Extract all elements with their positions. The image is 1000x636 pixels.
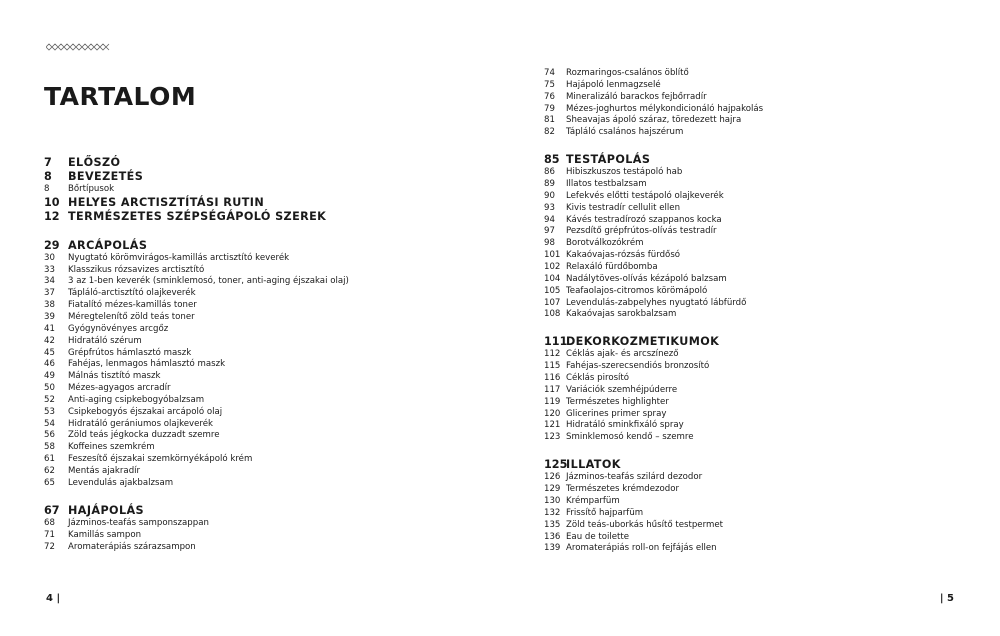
toc-page-number: 94	[544, 214, 555, 225]
toc-title: Aromaterápiás szárazsampon	[68, 541, 196, 552]
toc-title: Hidratáló sminkfixáló spray	[566, 420, 684, 431]
toc-page-number: 93	[544, 202, 555, 213]
toc-entry	[44, 312, 349, 324]
toc-entry	[544, 385, 763, 397]
toc-title: Pezsdítő grépfrútos-olívás testradír	[566, 226, 717, 237]
toc-page-number: 120	[544, 408, 561, 419]
toc-entry	[44, 288, 349, 300]
toc-title: Kakaóvajas sarokbalzsam	[566, 309, 677, 320]
toc-page-number: 41	[44, 323, 55, 334]
toc-title: HAJÁPOLÁS	[68, 503, 144, 517]
toc-title: ILLATOK	[566, 458, 621, 472]
toc-page-number: 53	[44, 406, 55, 417]
toc-entry	[44, 348, 349, 360]
toc-title: TERMÉSZETES SZÉPSÉGÁPOLÓ SZEREK	[68, 210, 327, 224]
toc-entry	[544, 543, 763, 555]
zigzag-ornament	[46, 43, 110, 51]
toc-entry	[44, 324, 349, 336]
toc-title: Málnás tisztító maszk	[68, 371, 161, 382]
toc-entry	[44, 336, 349, 348]
toc-page-number: 68	[44, 517, 55, 528]
toc-page-number: 8	[44, 170, 52, 184]
toc-title: Fahéjas-szerecsendiós bronzosító	[566, 361, 710, 372]
toc-entry	[544, 484, 763, 496]
toc-page-number: 119	[544, 396, 561, 407]
toc-entry	[44, 530, 349, 542]
toc-entry	[544, 68, 763, 80]
toc-title: DEKORKOZMETIKUMOK	[566, 335, 720, 349]
toc-entry	[544, 262, 763, 274]
toc-title: Rozmaringos-csalános öblítő	[566, 68, 689, 78]
toc-page-number: 30	[44, 252, 55, 263]
toc-entry	[544, 397, 763, 409]
toc-page-number: 8	[44, 184, 50, 195]
toc-page-number: 29	[44, 238, 60, 252]
toc-page-number: 75	[544, 79, 555, 90]
toc-page-number: 107	[544, 297, 561, 308]
toc-title: Hibiszkuszos testápoló hab	[566, 167, 683, 178]
toc-title: Mineralizáló barackos fejbőrradír	[566, 91, 707, 102]
toc-title: TESTÁPOLÁS	[566, 153, 651, 167]
toc-entry	[544, 349, 763, 361]
page-number: | 5	[939, 593, 954, 604]
toc-title: Kávés testradírozó szappanos kocka	[566, 214, 722, 225]
toc-title: Céklás ajak- és arcszínező	[566, 349, 679, 360]
toc-title: Glicerines primer spray	[566, 408, 667, 419]
toc-entry	[544, 472, 763, 484]
toc-entry	[44, 419, 349, 431]
toc-title: Mentás ajakradír	[68, 465, 141, 476]
toc-page-number: 112	[544, 349, 561, 360]
toc-page-number: 85	[544, 153, 560, 167]
toc-title: Jázminos-teafás szilárd dezodor	[566, 472, 703, 483]
toc-page-number: 125	[544, 458, 568, 472]
toc-entry	[44, 184, 349, 196]
toc-entry	[544, 520, 763, 532]
toc-page-number: 7	[44, 156, 52, 169]
toc-title: Céklás pirosító	[566, 373, 630, 384]
toc-page-number: 115	[544, 361, 561, 372]
toc-title: Mézes-joghurtos mélykondicionáló hajpakolás	[566, 103, 764, 114]
toc-page-number: 45	[44, 347, 55, 358]
toc-entry	[544, 286, 763, 298]
toc-entry	[544, 250, 763, 262]
toc-page-number: 117	[544, 384, 561, 395]
toc-entry	[44, 442, 349, 454]
toc-page-number: 98	[544, 238, 555, 249]
toc-entry	[544, 309, 763, 321]
toc-title: ELŐSZÓ	[68, 156, 121, 169]
toc-title: Mézes-agyagos arcradír	[68, 383, 171, 394]
toc-page-number: 39	[44, 312, 55, 322]
toc-page-number: 81	[544, 115, 555, 126]
toc-section-heading	[44, 156, 349, 170]
toc-title: Bőrtípusok	[68, 184, 115, 195]
toc-entry	[44, 454, 349, 466]
toc-entry	[544, 115, 763, 127]
toc-section-heading	[544, 458, 763, 472]
toc-title: 3 az 1-ben keverék (sminklemosó, toner, anti-aging éjszakai olaj)	[68, 276, 349, 287]
toc-title: Gyógynövényes arcgőz	[68, 323, 169, 334]
toc-title: Hajápoló lenmagzselé	[566, 79, 661, 90]
toc-page-number: 67	[44, 503, 60, 517]
toc-title: BEVEZETÉS	[68, 170, 144, 184]
toc-page-number: 10	[44, 196, 60, 210]
toc-title: Eau de toilette	[566, 531, 630, 542]
toc-title: Klasszikus rózsavizes arctisztító	[68, 264, 205, 275]
toc-page-number: 123	[544, 432, 561, 443]
toc-page-number: 42	[44, 335, 55, 346]
toc-page-number: 89	[544, 179, 555, 190]
toc-page-number: 102	[544, 262, 561, 272]
toc-page-number: 121	[544, 420, 561, 431]
toc-page-number: 33	[44, 264, 55, 275]
toc-page-number: 82	[544, 127, 555, 138]
toc-entry	[44, 518, 349, 530]
toc-title: Zöld teás jégkocka duzzadt szemre	[68, 430, 220, 441]
toc-entry	[544, 496, 763, 508]
toc-title: Koffeines szemkrém	[68, 442, 155, 453]
toc-list-right	[544, 68, 763, 555]
toc-entry	[544, 238, 763, 250]
toc-title: Teafaolajos-citromos körömápoló	[566, 285, 708, 296]
toc-page-number: 65	[44, 477, 55, 488]
toc-page-number: 54	[44, 418, 55, 429]
toc-entry	[44, 253, 349, 265]
toc-entry	[544, 215, 763, 227]
toc-page-number: 38	[44, 300, 55, 311]
toc-entry	[44, 300, 349, 312]
right-page	[500, 0, 1000, 636]
toc-title: Levendulás ajakbalzsam	[68, 477, 174, 488]
toc-title: Illatos testbalzsam	[566, 179, 647, 190]
toc-page-number: 86	[544, 167, 555, 178]
toc-title: Variációk szemhéjpúderre	[566, 384, 678, 395]
toc-page-number: 132	[544, 507, 561, 518]
toc-entry	[544, 420, 763, 432]
toc-entry	[44, 265, 349, 277]
toc-title: Hidratáló gerániumos olajkeverék	[68, 418, 214, 429]
toc-entry	[44, 383, 349, 395]
toc-entry	[544, 532, 763, 544]
toc-page-number: 52	[44, 394, 55, 405]
toc-title: Fahéjas, lenmagos hámlasztó maszk	[68, 359, 226, 370]
toc-title: Borotválkozókrém	[566, 238, 644, 249]
toc-title: Kakaóvajas-rózsás fürdősó	[566, 250, 681, 261]
toc-entry	[44, 430, 349, 442]
toc-section-heading	[544, 153, 763, 167]
toc-page-number: 97	[544, 226, 555, 237]
toc-page-number: 61	[44, 454, 55, 465]
toc-page-number: 129	[544, 484, 561, 495]
toc-page-number: 108	[544, 309, 561, 320]
toc-title: Frissítő hajparfüm	[566, 507, 644, 518]
toc-title: Feszesítő éjszakai szemkörnyékápoló krém	[68, 454, 253, 465]
toc-page-number: 111	[544, 335, 568, 349]
toc-title: Tápláló csalános hajszérum	[566, 127, 684, 138]
toc-page-number: 126	[544, 472, 561, 483]
toc-page-number: 116	[544, 373, 561, 384]
toc-page-number: 130	[544, 496, 561, 507]
toc-page-number: 139	[544, 543, 561, 554]
toc-entry	[44, 478, 349, 490]
toc-entry	[544, 104, 763, 116]
toc-page-number: 56	[44, 430, 55, 441]
toc-title: Sheavajas ápoló száraz, töredezett hajra	[566, 115, 742, 126]
toc-page-number: 62	[44, 465, 55, 476]
toc-page-number: 37	[44, 288, 55, 299]
toc-title: Relaxáló fürdőbomba	[566, 262, 658, 272]
toc-title: Természetes krémdezodor	[566, 484, 679, 495]
toc-title: Tápláló-arctisztító olajkeverék	[68, 288, 196, 299]
toc-page-number: 12	[44, 210, 60, 224]
toc-page-number: 34	[44, 276, 55, 287]
toc-section-heading	[44, 170, 349, 184]
toc-title: Aromaterápiás roll-on fejfájás ellen	[566, 543, 717, 554]
toc-title: Nyugtató körömvirágos-kamillás arctisztító keverék	[68, 252, 290, 263]
toc-entry	[44, 466, 349, 478]
toc-title: Hidratáló szérum	[68, 335, 142, 346]
toc-title: Méregtelenítő zöld teás toner	[68, 312, 195, 322]
toc-entry	[44, 542, 349, 554]
toc-section-heading	[44, 239, 349, 253]
toc-entry	[544, 80, 763, 92]
toc-entry	[544, 274, 763, 286]
toc-entry	[544, 409, 763, 421]
toc-entry	[544, 179, 763, 191]
toc-entry	[44, 407, 349, 419]
toc-entry	[544, 226, 763, 238]
toc-entry	[544, 361, 763, 373]
toc-title: Grépfrútos hámlasztó maszk	[68, 347, 192, 358]
toc-page-number: 105	[544, 285, 561, 296]
toc-title: Természetes highlighter	[566, 396, 669, 407]
toc-title: Zöld teás-uborkás hűsítő testpermet	[566, 519, 723, 530]
toc-title: Krémparfüm	[566, 496, 620, 507]
toc-section-heading	[44, 196, 349, 210]
toc-entry	[544, 203, 763, 215]
toc-page-number: 71	[44, 529, 55, 540]
toc-entry	[544, 92, 763, 104]
toc-page-number: 101	[544, 250, 561, 261]
toc-entry	[544, 298, 763, 310]
toc-page-number: 136	[544, 531, 561, 542]
toc-entry	[44, 395, 349, 407]
toc-title: Nadálytöves-olívás kézápoló balzsam	[566, 273, 727, 284]
toc-entry	[544, 508, 763, 520]
toc-title: Lefekvés előtti testápoló olajkeverék	[566, 190, 724, 201]
toc-page-number: 49	[44, 371, 55, 382]
toc-title: HELYES ARCTISZTÍTÁSI RUTIN	[68, 196, 265, 210]
toc-page-number: 104	[544, 273, 561, 284]
toc-page-number: 90	[544, 190, 555, 201]
toc-title: Fiatalító mézes-kamillás toner	[68, 300, 197, 311]
toc-page-number: 72	[44, 541, 55, 552]
toc-entry	[544, 167, 763, 179]
toc-entry	[544, 432, 763, 444]
toc-title: Jázminos-teafás samponszappan	[68, 517, 209, 528]
toc-title: ARCÁPOLÁS	[68, 238, 148, 252]
toc-page-number: 79	[544, 103, 555, 114]
toc-page-number: 46	[44, 359, 55, 370]
toc-list-left	[44, 156, 349, 553]
toc-title: Csipkebogyós éjszakai arcápoló olaj	[68, 406, 223, 417]
toc-page-number: 76	[544, 91, 555, 102]
toc-title: Anti-aging csipkebogyóbalzsam	[68, 394, 205, 405]
toc-entry	[544, 191, 763, 203]
toc-title: Kivis testradír cellulit ellen	[566, 202, 681, 213]
toc-title: Sminklemosó kendő – szemre	[566, 432, 694, 443]
toc-page-number: 74	[544, 68, 555, 78]
toc-entry	[544, 127, 763, 139]
toc-title: Kamillás sampon	[68, 529, 142, 540]
toc-page-number: 50	[44, 383, 55, 394]
toc-title: Levendulás-zabpelyhes nyugtató lábfürdő	[566, 297, 747, 308]
toc-entry	[544, 373, 763, 385]
toc-page-number: 58	[44, 442, 55, 453]
toc-section-heading	[44, 504, 349, 518]
toc-entry	[44, 276, 349, 288]
toc-section-heading	[544, 335, 763, 349]
toc-section-heading	[44, 210, 349, 224]
page-number: 4 |	[46, 593, 61, 604]
toc-entry	[44, 371, 349, 383]
toc-page-number: 135	[544, 519, 561, 530]
toc-entry	[44, 359, 349, 371]
page-title: TARTALOM	[44, 82, 197, 111]
